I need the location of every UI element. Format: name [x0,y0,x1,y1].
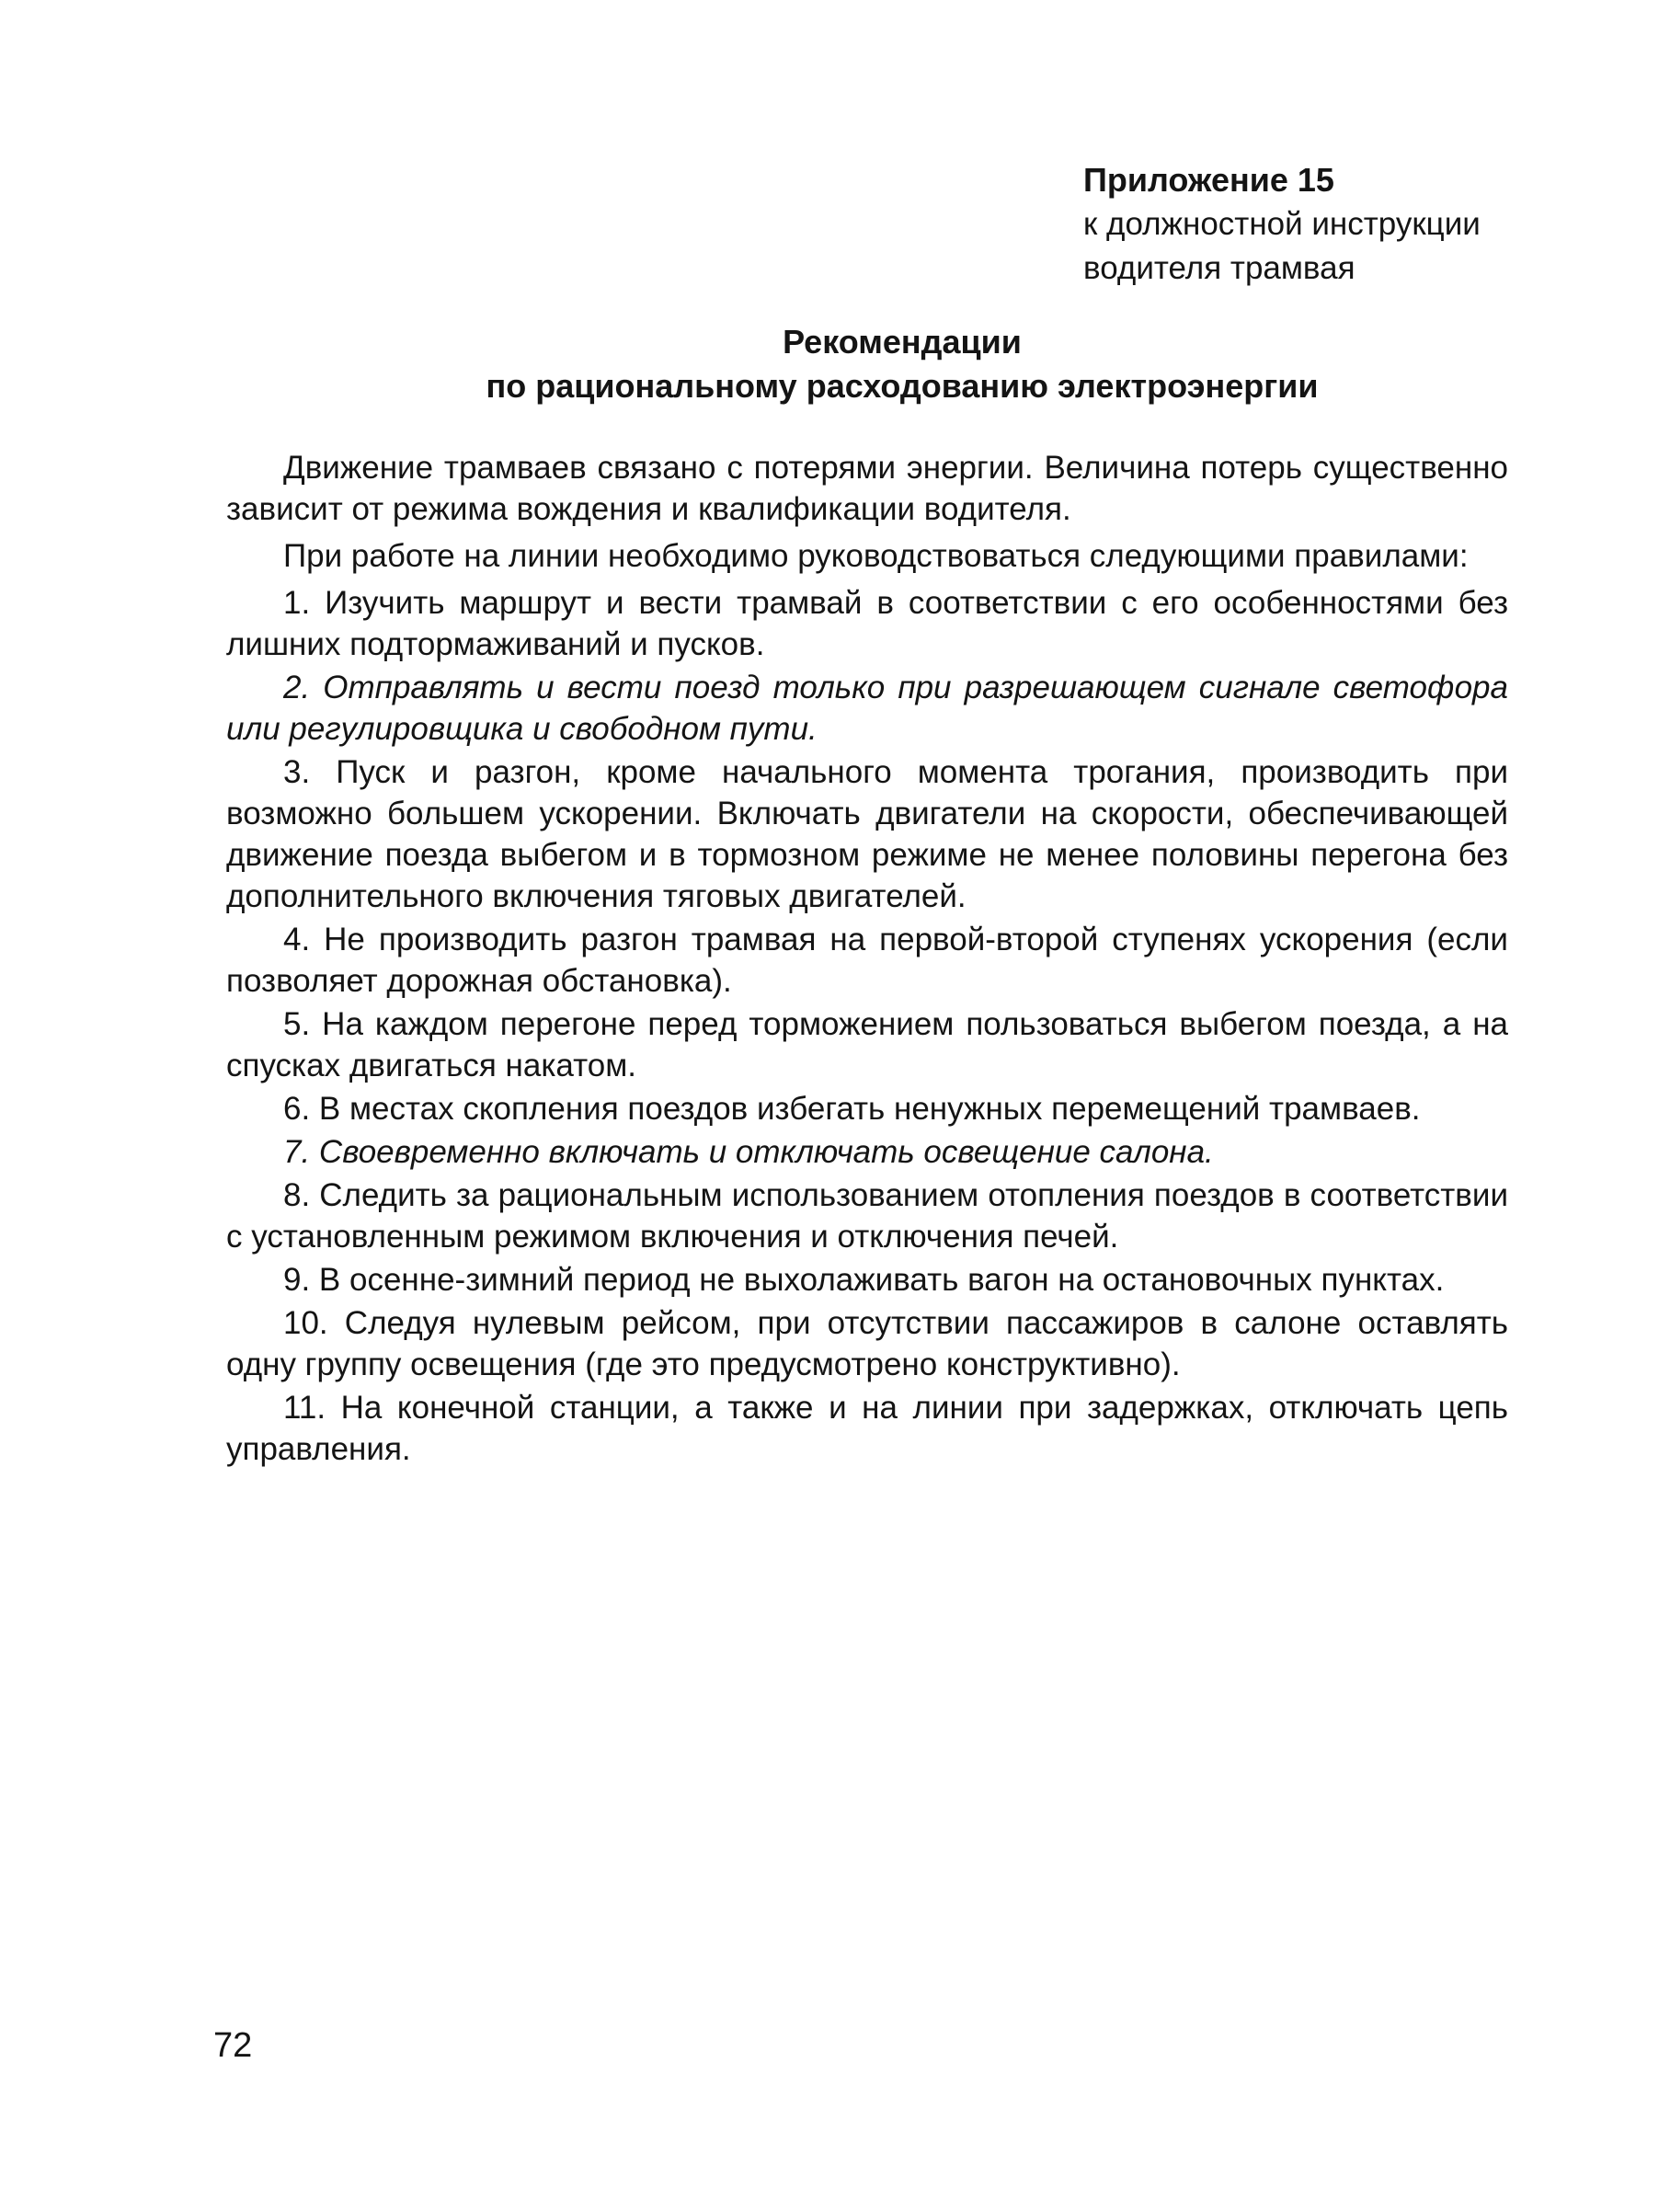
document-heading [226,320,1578,408]
rule-item-11: 11. На конечной станции, а также и на линии при задержках, отключать цепь управления. [226,1390,1508,1467]
rule-item-10: 10. Следуя нулевым рейсом, при отсутствии пассажиров в салоне оставлять одну группу освещения (где это предусмотрено конструктивно). [226,1305,1508,1382]
intro-paragraph-2: При работе на линии необходимо руководствоваться следующими правилами: [283,538,1469,574]
rule-item-7: 7. Своевременно включать и отключать освещение салона. [283,1134,1214,1170]
annex-reference [1083,158,1598,291]
rule-item-1: 1. Изучить маршрут и вести трамвай в соответствии с его особенностями без лишних подтормаживаний и пусков. [226,585,1508,662]
document-body [226,447,1508,1470]
annex-line-1: к должностной инструкции [1083,206,1481,242]
page-number: 72 [213,2026,253,2065]
heading-line-1: Рекомендации [783,323,1022,361]
rule-item-8: 8. Следить за рациональным использованием отопления поездов в соответствии с установленным режимом включения и отключения печей. [226,1177,1508,1255]
rule-item-2: 2. Отправлять и вести поезд только при разрешающем сигнале светофора или регулировщика и свободном пути. [226,670,1508,747]
intro-paragraph-1: Движение трамваев связано с потерями энергии. Величина потерь существенно зависит от режима вождения и квалификации водителя. [226,450,1508,527]
annex-title: Приложение 15 [1083,161,1334,199]
rule-item-5: 5. На каждом перегоне перед торможением пользоваться выбегом поезда, а на спусках двигаться накатом. [226,1006,1508,1083]
annex-line-2: водителя трамвая [1083,250,1355,286]
rule-item-4: 4. Не производить разгон трамвая на первой-второй ступенях ускорения (если позволяет дорожная обстановка). [226,922,1508,999]
rule-item-6: 6. В местах скопления поездов избегать ненужных перемещений трамваев. [283,1091,1421,1127]
rule-item-3: 3. Пуск и разгон, кроме начального момента трогания, производить при возможно большем ускорении. Включать двигатели на скорости, обеспечивающей движение поезда выбегом и в тормозном режиме не менее половины перегона без дополнительного включения тяговых двигателей. [226,754,1508,914]
heading-line-2: по рациональному расходованию электроэнергии [486,367,1319,405]
rule-item-9: 9. В осенне-зимний период не выхолаживать вагон на остановочных пунктах. [283,1262,1445,1298]
